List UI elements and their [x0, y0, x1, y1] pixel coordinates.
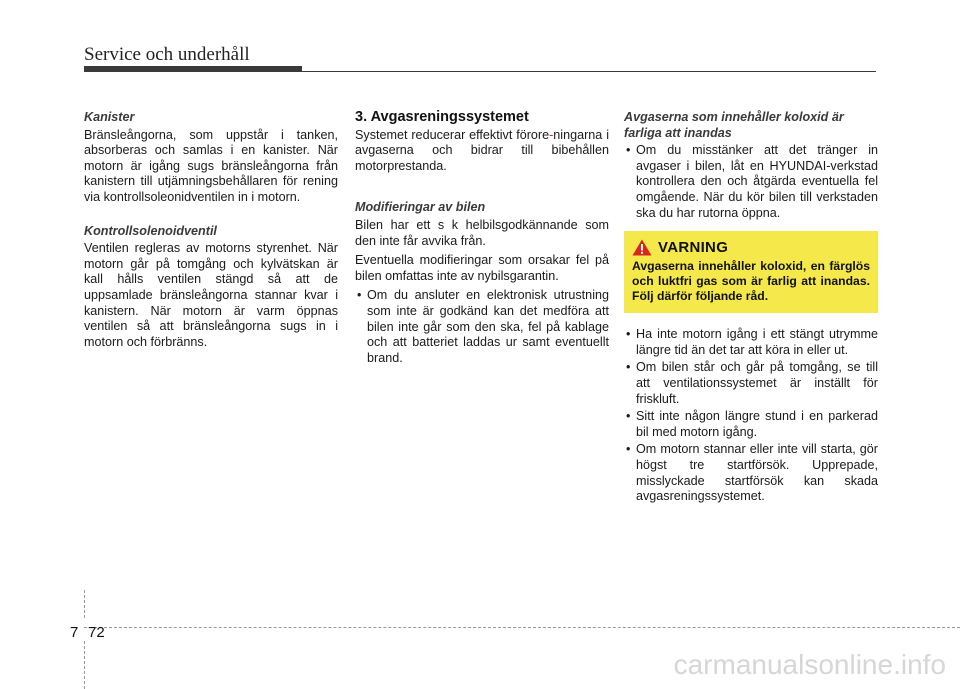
kontroll-heading: Kontrollsolenoidventil	[84, 223, 217, 238]
header-bar	[84, 66, 302, 72]
section-intro	[355, 128, 609, 175]
co-heading: Avgaserna som innehåller koloxid är farliga att inandas	[624, 110, 844, 140]
mod-text-1: Bilen har ett s k helbilsgodkännande som den inte får avvika från.	[355, 217, 609, 248]
chapter-number: 7	[70, 624, 79, 641]
safety-list	[624, 327, 878, 505]
mod-list	[355, 288, 609, 366]
watermark: carmanualsonline.info	[673, 649, 946, 680]
header-rule	[302, 71, 876, 72]
co-list	[624, 143, 878, 221]
footer-divider-bottom	[84, 641, 86, 689]
mod-heading: Modifieringar av bilen	[355, 200, 486, 215]
list-item: • Om bilen står och går på tomgång, se till att ventilationssystemet är inställt för friskluft.	[624, 360, 878, 407]
warning-triangle-icon	[632, 239, 652, 256]
column-3	[624, 110, 878, 509]
list-item: • Om du misstänker att det tränger in avgaser i bilen, låt en HYUNDAI-verkstad kontrollera den och åtgärda eventuella fel omgående. När du kör bilen till verkstaden ska du har rutorna öppna.	[624, 143, 878, 221]
mod-text-2: Eventuella modifieringar som orsakar fel på bilen omfattas inte av nybilsgarantin.	[355, 253, 609, 283]
list-item: • Sitt inte någon längre stund i en parkerad bil med motorn igång.	[624, 409, 878, 440]
footer-divider-top	[84, 590, 86, 618]
kanister-heading: Kanister	[84, 110, 135, 124]
intro-text-part2: ningarna i avgaserna och bidrar till bibehållen motorprestanda.	[355, 127, 609, 173]
intro-text-part1: Systemet reducerar effektivt förore	[355, 127, 550, 142]
kanister-text: Bränsleångorna, som uppstår i tanken, absorberas och samlas i en kanister. När motorn är igång sugs bränsleångorna från kanistern till utjämningsbehållaren för rening via kontrollsoleonidventilen in i motorn.	[84, 127, 338, 204]
warning-text: Avgaserna innehåller koloxid, en färglös och luktfri gas som är farlig att inandas. Följ därför följande råd.	[632, 259, 870, 304]
warning-title: VARNING	[658, 238, 729, 256]
page-number: 72	[88, 624, 105, 641]
list-item: • Om du ansluter en elektronisk utrustning som inte är godkänd kan det medföra att bilen inte går som den ska, fel på kablage och att batteriet laddas ur samt eventuellt brand.	[355, 288, 609, 366]
section-heading: 3. Avgasreningssystemet	[355, 109, 529, 125]
intro-hyphen: -	[549, 127, 554, 142]
column-1	[84, 110, 338, 354]
footer-rule	[84, 627, 960, 628]
kontroll-text: Ventilen regleras av motorns styrenhet. När motorn går på tomgång och kylvätskan är kall hålls ventilen stängd så att de uppsamlade bränsleångorna stannar kvar i kanistern. När motorn är varm öppnas ventilen så att bränsleångorna sugs in i motorn och förbränns.	[84, 241, 338, 349]
list-item: • Ha inte motorn igång i ett stängt utrymme längre tid än det tar att köra in eller ut.	[624, 327, 878, 358]
warning-box	[624, 231, 878, 313]
list-item: • Om motorn stannar eller inte vill starta, gör högst tre startförsök. Upprepade, misslyckade startförsök kan skada avgasreningssystemet.	[624, 442, 878, 504]
page-header-title: Service och underhåll	[84, 44, 250, 65]
warning-header	[632, 239, 870, 256]
column-2	[355, 110, 609, 370]
